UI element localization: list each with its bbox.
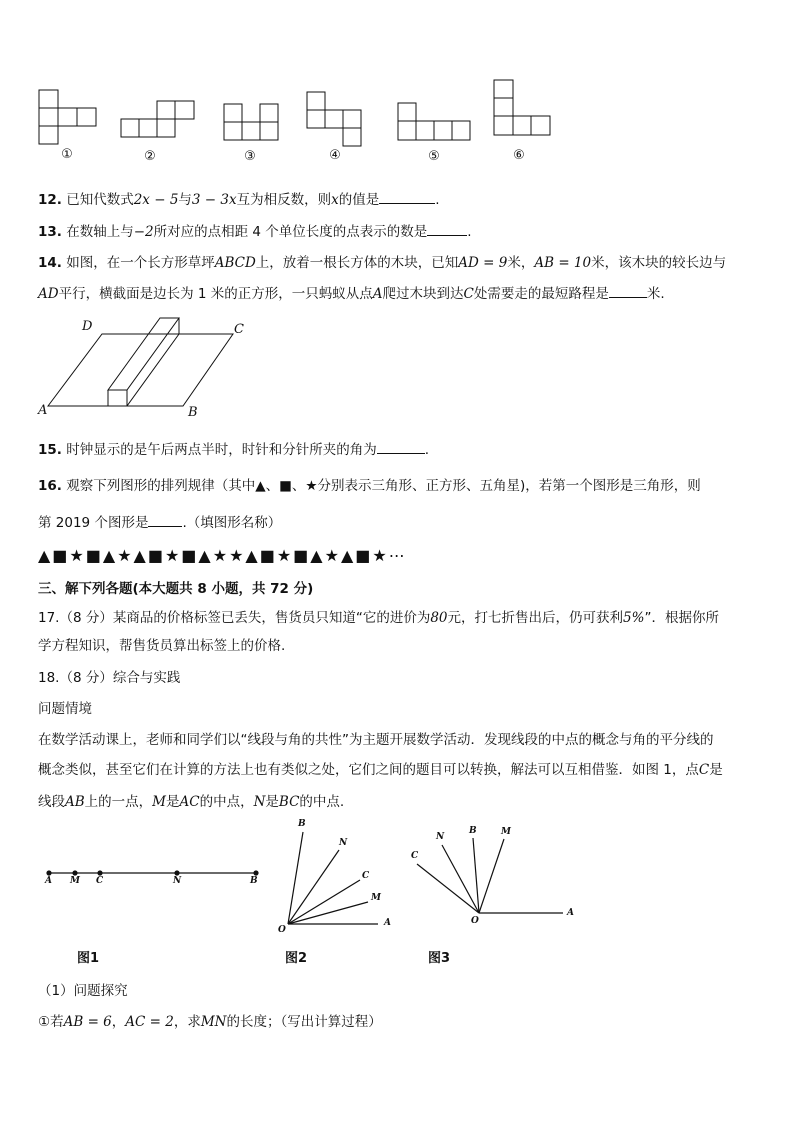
fig3-label-b: B [469,826,477,836]
fig3-label-n: N [436,832,445,842]
fig1-label-c: C [96,876,104,886]
question-18-head: 18.（8 分）综合与实践 [38,670,181,686]
question-15: 15. 时钟显示的是午后两点半时，时针和分针所夹的角为 . [38,442,430,458]
fig2-label-n: N [339,838,348,848]
caption-figure-1: 图1 [76,951,100,966]
question-18-p3: 线段AB上的一点，M是AC的中点，N是BC的中点. [38,794,345,810]
net-label-5: ⑤ [428,149,440,164]
caption-figure-3: 图3 [427,951,451,966]
fig2-label-a: A [384,918,391,928]
question-17-line1: 17.（8 分）某商品的价格标签已丢失，售货员只知道“它的进价为80元，打七折售出后，仍可获利5%”．根据你所 [38,610,719,626]
figure-label-b: B [188,405,198,420]
fig3-label-o: O [471,916,479,926]
caption-figure-2: 图2 [284,951,308,966]
figure-label-d: D [82,319,93,334]
question-12: 12. 已知代数式2x − 5与3 − 3x互为相反数，则x的值是 . [38,192,440,208]
question-18-subhead: 问题情境 [38,701,92,717]
section-title: 三、解下列各题(本大题共 8 小题，共 72 分) [38,581,314,597]
star-icon: ★ [305,478,318,494]
fig1-label-n: N [173,876,182,886]
question-14-line1: 14. 如图，在一个长方形草坪ABCD上，放着一根长方体的木块，已知AD = 9米，AB = 10米，该木块的较长边与 [38,255,727,271]
shape-sequence: ▲■★■▲★▲■★■▲★★▲■★■▲★▲■★⋯ [38,546,407,565]
net-label-3: ③ [244,149,256,164]
fig2-label-o: O [278,925,286,935]
figure-label-a: A [38,403,48,418]
question-14-line2: AD平行，横截面是边长为 1 米的正方形，一只蚂蚁从点A爬过木块到达C处需要走的最短路程是 米. [38,286,665,302]
question-18-part1: （1）问题探究 [38,983,128,999]
question-16-line1: 16. 观察下列图形的排列规律（其中▲、■、★分别表示三角形、正方形、五角星)，若第一个图形是三角形，则 [38,478,701,494]
fig3-label-c: C [411,851,419,861]
fig3-label-a: A [567,908,574,918]
question-18-sub1: ①若AB = 6，AC = 2，求MN的长度；（写出计算过程） [38,1014,382,1030]
question-18-p1: 在数学活动课上，老师和同学们以“线段与角的共性”为主题开展数学活动．发现线段的中点的概念与角的平分线的 [38,732,714,748]
fig1-label-a: A [45,876,52,886]
fig2-label-c: C [362,871,370,881]
square-icon: ■ [279,478,292,494]
fig2-label-b: B [298,819,306,829]
question-13: 13. 在数轴上与−2所对应的点相距 4 个单位长度的点表示的数是 . [38,224,472,240]
triangle-icon: ▲ [255,478,266,494]
question-17-line2: 学方程知识，帮售货员算出标签上的价格. [38,638,286,654]
question-18-p2: 概念类似，甚至它们在计算的方法上也有类似之处，它们之间的题目可以转换，解法可以互相借鉴．如图 1，点C是 [38,762,723,778]
net-label-1: ① [61,147,73,162]
fig2-label-m: M [371,893,381,903]
net-label-4: ④ [329,148,341,163]
question-16-line2: 第 2019 个图形是 .（填图形名称） [38,515,282,531]
fig1-label-b: B [250,876,258,886]
fig3-label-m: M [501,827,511,837]
fig1-label-m: M [70,876,80,886]
net-label-2: ② [144,149,156,164]
figure-label-c: C [234,322,244,337]
net-label-6: ⑥ [513,148,525,163]
